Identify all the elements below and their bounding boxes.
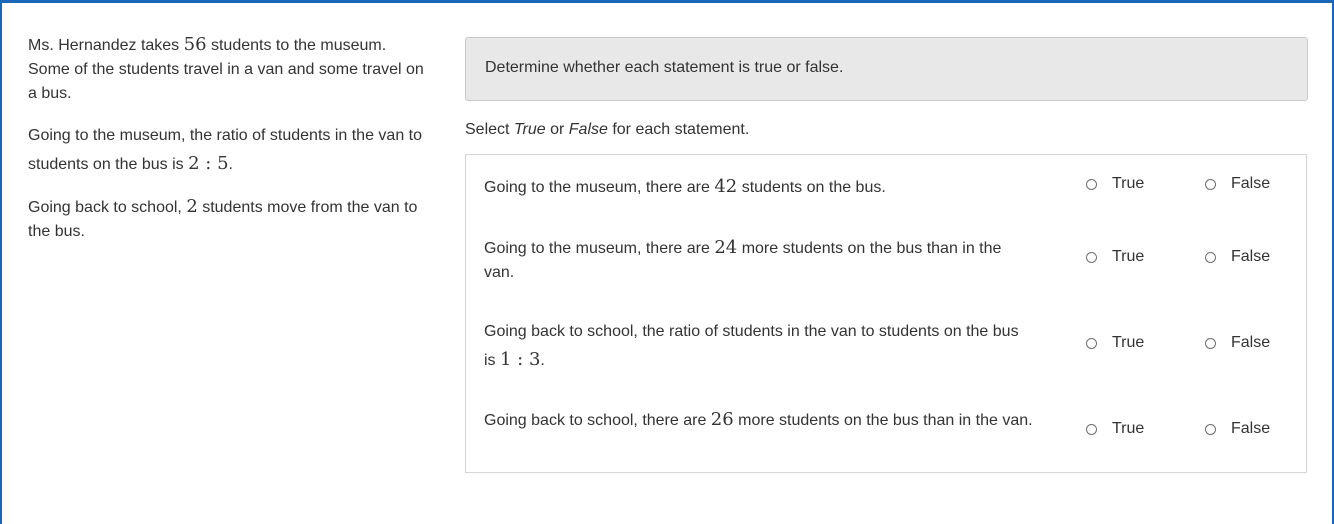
statement-table <box>465 154 1307 473</box>
false-radio-option[interactable] <box>1205 334 1270 352</box>
math-ratio: 2 : 5 <box>188 153 229 174</box>
problem-text: . <box>228 156 233 173</box>
instructions-text: or <box>545 121 569 138</box>
false-radio-option[interactable] <box>1205 248 1270 266</box>
false-radio-option[interactable] <box>1205 175 1270 193</box>
statement-text-part: more students on the bus than in the van. <box>484 240 1002 281</box>
radio-button[interactable] <box>1086 252 1097 263</box>
statement-text-part: Going back to school, the ratio of students in the van to students on the bus is <box>484 323 1019 369</box>
statement-text-part: students on the bus. <box>737 179 886 196</box>
instructions-text: for each statement. <box>607 121 750 138</box>
statement-text-part: Going back to school, there are <box>484 412 711 429</box>
radio-button[interactable] <box>1086 179 1097 190</box>
problem-text: Going back to school, <box>28 199 187 216</box>
prompt-box: Determine whether each statement is true or false. <box>465 37 1308 101</box>
problem-text: Ms. Hernandez takes <box>28 37 184 54</box>
statement-text-part: . <box>540 352 545 369</box>
true-radio-option[interactable] <box>1086 420 1144 438</box>
math-number: 26 <box>710 409 734 430</box>
radio-button[interactable] <box>1205 338 1216 349</box>
statement-text-part: more students on the bus than in the van. <box>733 412 1033 429</box>
math-number: 24 <box>714 237 738 258</box>
math-number: 56 <box>183 34 207 55</box>
statement-text <box>484 236 1034 285</box>
false-label: False <box>1231 420 1271 437</box>
problem-text: students to the museum. Some of the students travel in a van and some travel on a bus. <box>28 37 424 102</box>
response-area <box>465 37 1308 437</box>
statement-text-part: Going to the museum, there are <box>484 240 715 257</box>
false-label: False <box>1231 248 1271 265</box>
true-label: True <box>1112 420 1145 437</box>
false-label: False <box>1231 175 1271 192</box>
true-label: True <box>1112 175 1145 192</box>
problem-stem <box>28 33 428 260</box>
statement-text-part: Going to the museum, there are <box>484 179 715 196</box>
false-label: False <box>1231 334 1271 351</box>
true-radio-option[interactable] <box>1086 175 1144 193</box>
radio-button[interactable] <box>1086 338 1097 349</box>
statement-text <box>484 408 1034 433</box>
true-label: True <box>1112 248 1145 265</box>
statement-text <box>484 318 1034 375</box>
true-radio-option[interactable] <box>1086 334 1144 352</box>
radio-button[interactable] <box>1205 424 1216 435</box>
radio-button[interactable] <box>1086 424 1097 435</box>
statement-text <box>484 175 1034 200</box>
math-number: 2 <box>186 196 198 217</box>
math-number: 42 <box>714 176 738 197</box>
problem-text: Going to the museum, the ratio of students in the van to students on the bus is <box>28 127 423 173</box>
true-label: True <box>1112 334 1145 351</box>
false-radio-option[interactable] <box>1205 420 1270 438</box>
problem-text: students move from the van to the bus. <box>28 199 418 240</box>
instructions-true-word: True <box>513 121 546 138</box>
radio-button[interactable] <box>1205 252 1216 263</box>
instructions-false-word: False <box>568 121 608 138</box>
math-ratio: 1 : 3 <box>500 349 541 370</box>
problem-paragraph-2 <box>28 122 428 179</box>
instructions <box>465 121 1308 139</box>
problem-paragraph-3 <box>28 195 428 244</box>
problem-paragraph-1 <box>28 33 428 106</box>
instructions-text: Select <box>465 121 514 138</box>
radio-button[interactable] <box>1205 179 1216 190</box>
true-radio-option[interactable] <box>1086 248 1144 266</box>
